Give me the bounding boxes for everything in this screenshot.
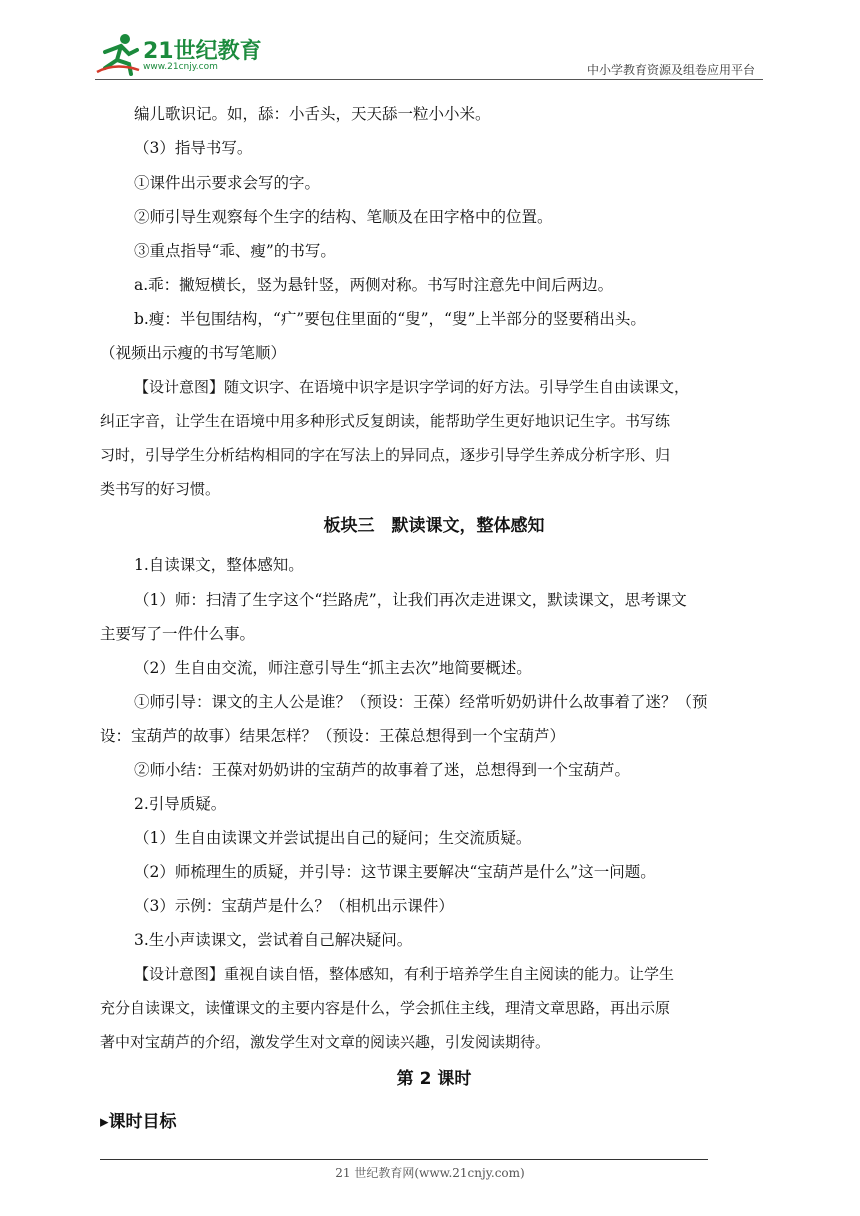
design-intent: 【设计意图】随文识字、在语境中识字是识字学词的好方法。引导学生自由读课文， (134, 378, 690, 396)
paragraph: 主要写了一件什么事。 (100, 625, 256, 643)
objectives-title: ▸课时目标 (100, 1112, 177, 1132)
logo (95, 30, 275, 76)
logo-url: www.21cnjy.com (143, 62, 218, 72)
paragraph: ②师小结：王葆对奶奶讲的宝葫芦的故事着了迷，总想得到一个宝葫芦。 (134, 761, 631, 779)
paragraph: 1.自读课文，整体感知。 (134, 556, 304, 574)
paragraph: b.瘦：半包围结构，“疒”要包住里面的“叟”，“叟”上半部分的竖要稍出头。 (134, 310, 646, 328)
paragraph: ③重点指导“乖、瘦”的书写。 (134, 242, 336, 260)
paragraph: （1）生自由读课文并尝试提出自己的疑问；生交流质疑。 (134, 829, 532, 847)
paragraph: 编儿歌识记。如，舔：小舌头，天天舔一粒小小米。 (134, 105, 491, 123)
paragraph: ①师引导：课文的主人公是谁？（预设：王葆）经常听奶奶讲什么故事着了迷？（预 (134, 693, 708, 711)
paragraph: （1）师：扫清了生字这个“拦路虎”，让我们再次走进课文，默读课文，思考课文 (134, 591, 687, 609)
lesson-title: 第 2 课时 (396, 1069, 472, 1089)
header-divider (95, 79, 763, 80)
design-intent: 纠正字音，让学生在语境中用多种形式反复朗读，能帮助学生更好地识记生字。书写练 (100, 412, 671, 430)
paragraph: 2.引导质疑。 (134, 795, 227, 813)
logo-text: 21世纪教育 (143, 39, 262, 64)
paragraph: （视频出示瘦的书写笔顺） (100, 344, 287, 362)
paragraph: 设：宝葫芦的故事）结果怎样？（预设：王葆总想得到一个宝葫芦） (100, 727, 566, 745)
design-intent: 著中对宝葫芦的介绍，激发学生对文章的阅读兴趣，引发阅读期待。 (100, 1033, 551, 1051)
design-intent: 类书写的好习惯。 (100, 480, 221, 498)
paragraph: （2）生自由交流，师注意引导生“抓主去次”地简要概述。 (134, 659, 532, 677)
footer-divider (100, 1159, 708, 1160)
paragraph: （3）示例：宝葫芦是什么？（相机出示课件） (134, 897, 454, 915)
paragraph: ②师引导生观察每个生字的结构、笔顺及在田字格中的位置。 (134, 208, 553, 226)
paragraph: （2）师梳理生的质疑，并引导：这节课主要解决“宝葫芦是什么”这一问题。 (134, 863, 656, 881)
page-footer: 21 世纪教育网(www.21cnjy.com) (335, 1166, 525, 1180)
paragraph: 3.生小声读课文，尝试着自己解决疑问。 (134, 931, 413, 949)
paragraph: a.乖：撇短横长，竖为悬针竖，两侧对称。书写时注意先中间后两边。 (134, 276, 614, 294)
paragraph: （3）指导书写。 (134, 139, 253, 157)
design-intent: 习时，引导学生分析结构相同的字在写法上的异同点，逐步引导学生养成分析字形、归 (100, 446, 671, 464)
design-intent: 【设计意图】重视自读自悟，整体感知，有利于培养学生自主阅读的能力。让学生 (134, 965, 675, 983)
runner-logo-icon (95, 32, 141, 76)
section-heading: 板块三 默读课文，整体感知 (323, 516, 545, 536)
page-header (95, 30, 763, 80)
paragraph: ①课件出示要求会写的字。 (134, 174, 321, 192)
design-intent: 充分自读课文，读懂课文的主要内容是什么，学会抓住主线，理清文章思路，再出示原 (100, 999, 671, 1017)
platform-label: 中小学教育资源及组卷应用平台 (586, 63, 755, 77)
